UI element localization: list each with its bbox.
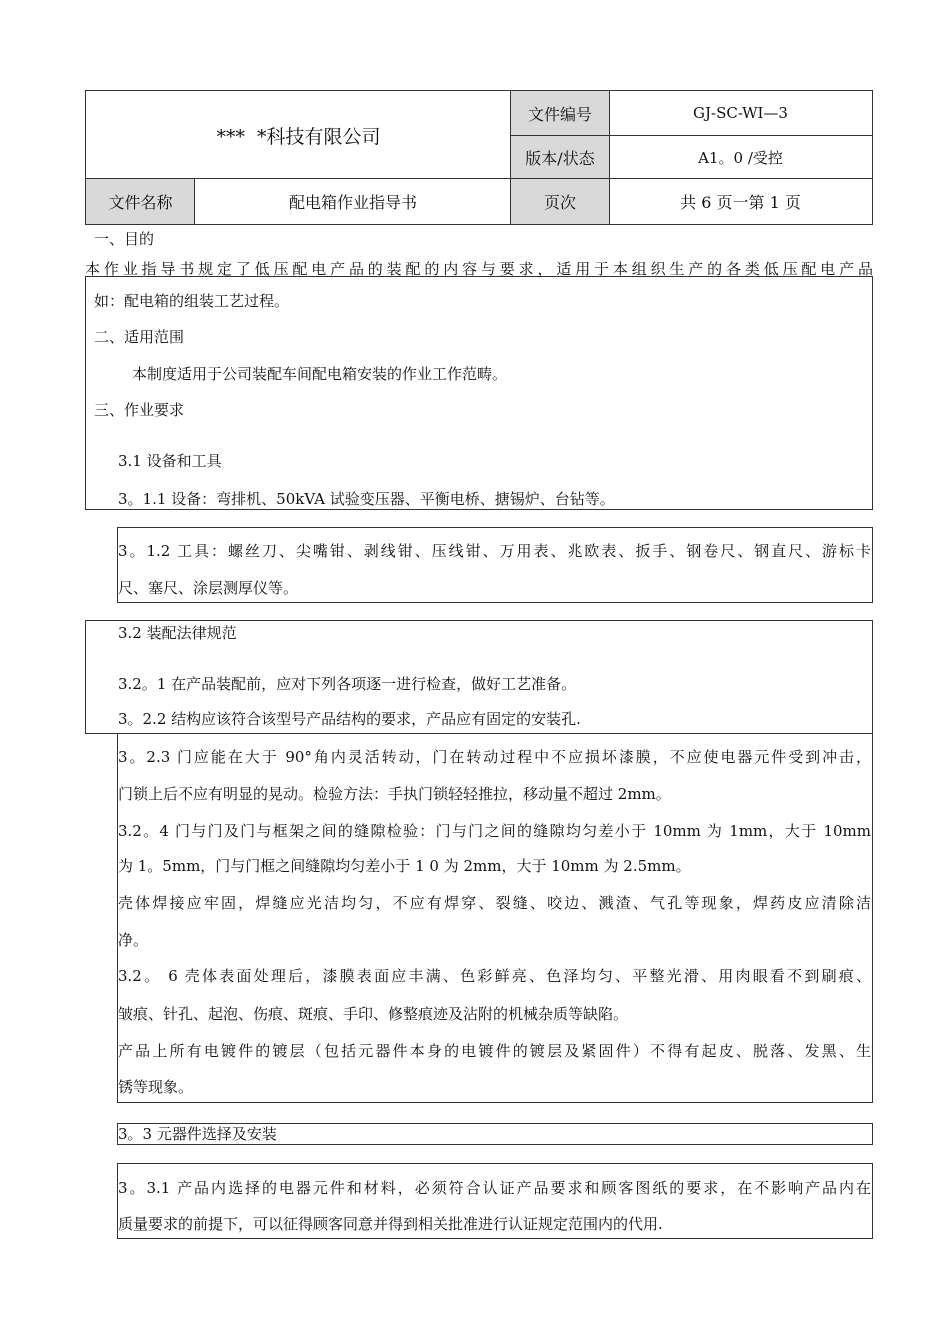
page-cell <box>609 179 872 224</box>
req-331-line-1: 3。3.1 产品内选择的电器元件和材料，必须符合认证产品要求和顾客图纸的要求，在不影响产品内在 <box>118 1179 871 1197</box>
version-cell <box>609 135 872 179</box>
section-1-title: 一、目的 <box>94 230 155 248</box>
req-323-line-1: 3。2.3 门应能在大于 90°角内灵活转动，门在转动过程中不应损坏漆膜，不应使电器元件受到冲击， <box>118 748 871 766</box>
purpose-line-2: 如：配电箱的组装工艺过程。 <box>94 292 290 310</box>
req-327-line-1: 产品上所有电镀件的镀层（包括元器件本身的电镀件的镀层及紧固件）不得有起皮、脱落、发黑、生 <box>118 1042 871 1060</box>
page-label-cell <box>511 179 609 224</box>
req-322: 3。2.2 结构应该符合该型号产品结构的要求，产品应有固定的安装孔. <box>118 710 581 728</box>
grid-line <box>510 91 511 224</box>
req-331-line-2: 质量要求的前提下，可以征得顾客同意并得到相关批准进行认证规定范围内的代用. <box>118 1215 663 1233</box>
frame-tick <box>85 422 86 448</box>
equipment-text: 3。1.1 设备：弯排机、50kVA 试验变压器、平衡电桥、搪锡炉、台钻等。 <box>118 490 615 508</box>
req-326-line-2: 皱痕、针孔、起泡、伤痕、斑痕、手印、修整痕迹及沾附的机械杂质等缺陷。 <box>118 1005 629 1023</box>
grid-line <box>194 179 195 224</box>
req-321: 3.2。1 在产品装配前，应对下列各项逐一进行检查，做好工艺准备。 <box>118 675 577 693</box>
section-32-title: 3.2 装配法律规范 <box>118 624 237 642</box>
req-325-line-1: 壳体焊接应牢固，焊缝应光洁均匀，不应有焊穿、裂缝、咬边、溅渣、气孔等现象，焊药皮应清除洁 <box>118 894 871 912</box>
req-323-line-2: 门锁上后不应有明显的晃动。检验方法：手执门锁轻轻推拉，移动量不超过 2mm。 <box>118 785 671 803</box>
scope-text: 本制度适用于公司装配车间配电箱安装的作业工作范畴。 <box>132 365 508 383</box>
section-3-title: 三、作业要求 <box>94 401 185 419</box>
version-label-cell <box>511 135 609 179</box>
doc-no: GJ-SC-WI—3 <box>693 104 788 122</box>
doc-no-cell <box>609 91 872 135</box>
grid-line <box>510 135 872 136</box>
company-cell <box>86 91 511 179</box>
page-count: 共 6 页一第 1 页 <box>680 193 801 212</box>
header-table <box>85 90 873 225</box>
purpose-line-1: 本作业指导书规定了低压配电产品的装配的内容与要求，适用于本组织生产的各类低压配电产品 <box>85 260 873 278</box>
section-31-title: 3.1 设备和工具 <box>118 452 222 470</box>
frame-tick <box>872 640 873 662</box>
tools-line-2: 尺、塞尺、涂层测厚仪等。 <box>118 579 299 597</box>
section-33-title: 3。3 元器件选择及安装 <box>118 1125 277 1143</box>
version-label: 版本/状态 <box>525 148 595 168</box>
page-label: 页次 <box>543 193 576 212</box>
req-325-line-2: 净。 <box>118 931 149 949</box>
frame-tick <box>872 422 873 448</box>
req-324-line-2: 为 1。5mm，门与门框之间缝隙均匀差小于 1 0 为 2mm，大于 10mm 为 2.5mm。 <box>118 857 691 875</box>
company-name: *** *科技有限公司 <box>216 125 381 148</box>
version: A1。0 /受控 <box>698 148 783 167</box>
name-label-cell <box>86 179 195 224</box>
doc-no-label-cell <box>511 91 609 135</box>
req-326-line-1: 3.2。 6 壳体表面处理后，漆膜表面应丰满、色彩鲜亮、色泽均匀、平整光滑、用肉眼看不到刷痕、 <box>118 967 871 985</box>
name-cell <box>195 179 511 224</box>
grid-line <box>86 178 872 179</box>
req-324-line-1: 3.2。4 门与门及门与框架之间的缝隙检验：门与门之间的缝隙均匀差小于 10mm 为 1mm，大于 10mm <box>118 822 871 840</box>
grid-line <box>609 91 610 224</box>
section-2-title: 二、适用范围 <box>94 328 185 346</box>
doc-no-label: 文件编号 <box>527 104 592 124</box>
tools-line-1: 3。1.2 工具：螺丝刀、尖嘴钳、剥线钳、压线钳、万用表、兆欧表、扳手、钢卷尺、钢直尺、游标卡 <box>118 542 871 560</box>
req-327-line-2: 锈等现象。 <box>118 1078 194 1096</box>
frame-section-1 <box>85 276 873 510</box>
doc-name: 配电箱作业指导书 <box>288 193 417 212</box>
name-label: 文件名称 <box>108 193 173 212</box>
frame-tick <box>85 640 86 662</box>
